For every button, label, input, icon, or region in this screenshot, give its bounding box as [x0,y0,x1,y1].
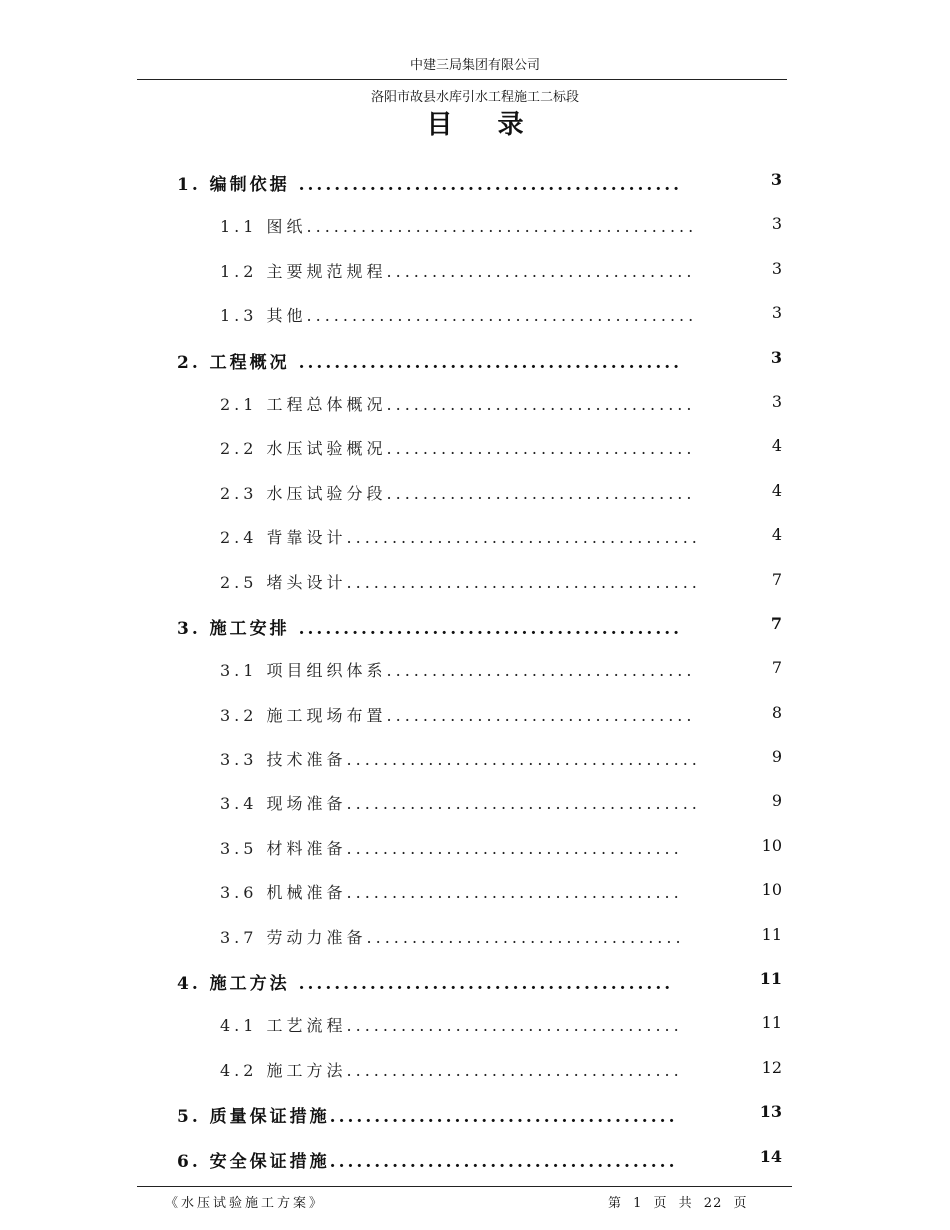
toc-entry-label: 4.2 施工方法..................................... [220,1060,683,1080]
header-rule [137,79,787,80]
footer-doc-name: 《水压试验施工方案》 [165,1196,326,1211]
toc-entry[interactable] [0,779,950,823]
toc-entry-label: 2.2 水压试验概况.................................. [220,439,696,459]
toc-entry-label: 2. 工程概况 ........................................... [177,352,683,373]
toc-entry-page: 7 [771,569,782,589]
toc-entry-label: 2.3 水压试验分段.................................. [220,483,696,503]
toc-entry-page: 10 [761,835,782,855]
toc-entry[interactable] [0,1090,950,1134]
toc-entry-label: 3.7 劳动力准备................................... [220,927,685,947]
toc-entry[interactable] [0,291,950,335]
toc-entry-label: 1.2 主要规范规程.................................. [220,261,696,281]
toc-entry-label: 2.5 堵头设计....................................... [220,572,701,592]
toc-entry-page: 3 [770,347,782,367]
footer-rule [137,1186,792,1187]
toc-entry-page: 11 [761,1013,782,1033]
toc-entry-page: 3 [771,303,782,323]
toc-entry-label: 1.1 图纸........................................... [220,217,698,237]
page-title: 目 录 [426,110,542,140]
toc-entry-page: 13 [759,1102,782,1122]
toc-entry-page: 10 [761,880,782,900]
toc-entry-page: 3 [771,391,782,411]
toc-entry[interactable] [0,602,950,646]
toc-entry[interactable] [0,558,950,602]
toc-entry-page: 4 [771,480,782,500]
toc-entry[interactable] [0,646,950,690]
toc-entry-page: 4 [771,436,782,456]
toc-entry[interactable] [0,1001,950,1045]
toc-entry-label: 4. 施工方法 .......................................... [177,974,674,995]
toc-entry[interactable] [0,424,950,468]
toc-entry-label: 3.3 技术准备....................................... [220,750,701,770]
toc-entry[interactable] [0,735,950,779]
toc-entry-page: 4 [771,525,782,545]
toc-entry[interactable] [0,1135,950,1179]
toc-entry-label: 3.6 机械准备..................................... [220,883,683,903]
toc-entry-label: 3.2 施工现场布置.................................. [220,705,696,725]
toc-entry-page: 9 [771,791,782,811]
toc-entry[interactable] [0,513,950,557]
toc-entry-label: 2.1 工程总体概况.................................. [220,394,696,414]
toc-entry-page: 7 [770,613,782,633]
toc-entry-page: 9 [771,747,782,767]
header-project: 洛阳市故县水库引水工程施工二标段 [370,90,579,105]
toc-entry-page: 3 [771,258,782,278]
toc-entry[interactable] [0,824,950,868]
toc-entry-page: 11 [759,969,782,989]
header-company: 中建三局集团有限公司 [409,58,540,73]
table-of-contents [0,158,950,1179]
toc-entry[interactable] [0,691,950,735]
toc-entry-label: 3.5 材料准备..................................... [220,838,683,858]
toc-entry[interactable] [0,1046,950,1090]
toc-entry-page: 8 [771,702,782,722]
toc-entry-label: 3.4 现场准备....................................... [220,794,701,814]
toc-entry-label: 3.1 项目组织体系.................................. [220,661,696,681]
toc-entry-page: 7 [771,658,782,678]
toc-entry[interactable] [0,469,950,513]
toc-entry-label: 3. 施工安排 ........................................... [177,618,683,639]
toc-entry-label: 5. 质量保证措施....................................... [177,1107,678,1128]
toc-entry-label: 2.4 背靠设计....................................... [220,528,701,548]
toc-entry-label: 4.1 工艺流程..................................... [220,1016,683,1036]
footer-pagination: 第 1 页 共 22 页 [608,1196,748,1211]
toc-entry-page: 12 [761,1057,782,1077]
toc-entry[interactable] [0,957,950,1001]
toc-entry[interactable] [0,868,950,912]
toc-entry[interactable] [0,336,950,380]
toc-entry-page: 3 [771,214,782,234]
toc-entry-label: 1.3 其他........................................... [220,306,698,326]
toc-entry-page: 11 [761,924,782,944]
toc-entry-page: 14 [759,1146,782,1166]
toc-entry[interactable] [0,913,950,957]
toc-entry[interactable] [0,247,950,291]
toc-entry-page: 3 [770,170,782,189]
toc-entry-label: 6. 安全保证措施....................................... [177,1151,678,1172]
toc-entry[interactable] [0,380,950,424]
toc-entry-label: 1. 编制依据 ........................................... [177,175,683,195]
toc-entry[interactable] [0,202,950,246]
toc-entry[interactable] [0,158,950,202]
